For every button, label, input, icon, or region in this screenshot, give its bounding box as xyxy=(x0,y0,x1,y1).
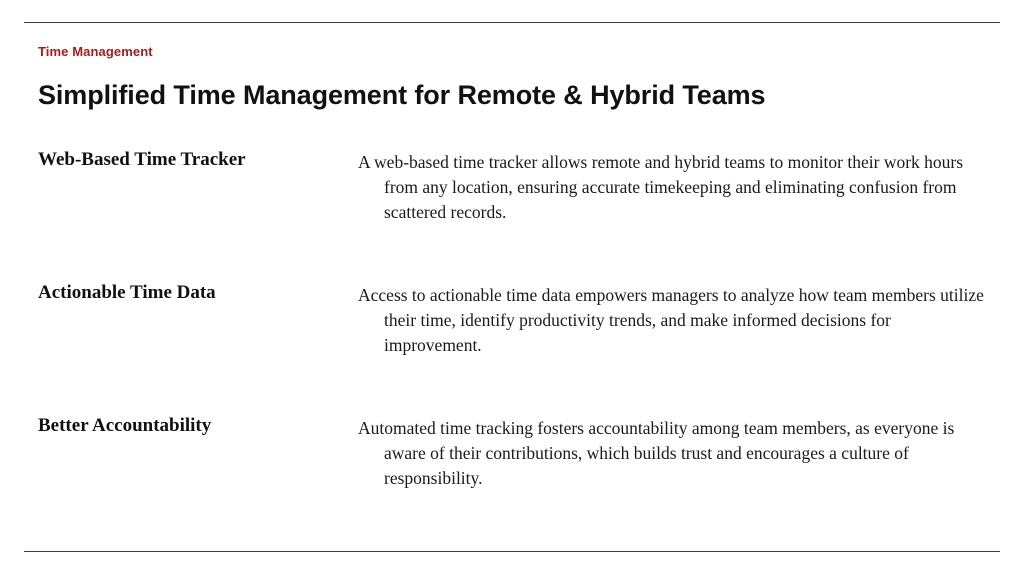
content-row xyxy=(0,142,1024,275)
content-row xyxy=(0,275,1024,408)
row-heading: Actionable Time Data xyxy=(38,282,216,303)
slide-eyebrow: Time Management xyxy=(38,44,153,59)
content-row xyxy=(0,408,1024,541)
bottom-divider xyxy=(24,551,1000,552)
row-body-text: Access to actionable time data empowers managers to analyze how team members utilize their time, identify productivity trends, and make informed decisions for improvement. xyxy=(358,285,984,355)
row-heading: Web-Based Time Tracker xyxy=(38,149,246,170)
top-divider xyxy=(24,22,1000,23)
content-rows xyxy=(0,142,1024,541)
row-body-text: A web-based time tracker allows remote and hybrid teams to monitor their work hours from any location, ensuring accurate timekeeping and eliminating confusion from scattered records. xyxy=(358,152,964,222)
page-title: Simplified Time Management for Remote & Hybrid Teams xyxy=(38,80,766,110)
row-body xyxy=(358,416,986,491)
row-body xyxy=(358,283,986,358)
row-body xyxy=(358,150,986,225)
row-body-text: Automated time tracking fosters accountability among team members, as everyone is aware of their contributions, which builds trust and encourages a culture of responsibility. xyxy=(358,418,955,488)
row-heading: Better Accountability xyxy=(38,415,212,436)
